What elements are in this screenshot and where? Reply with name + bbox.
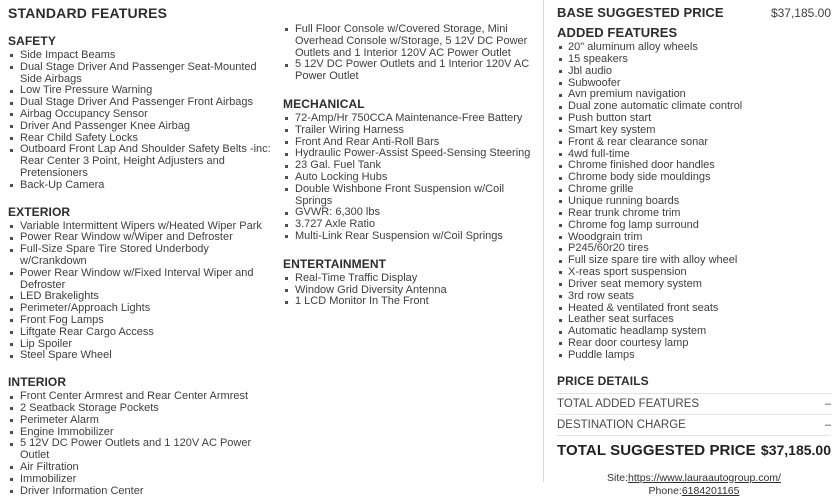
feature-item: Full Floor Console w/Covered Storage, Mini Overhead Console w/Storage, 5 12V DC Power Outlets and 1 Interior 120V AC Power Outlet — [283, 24, 541, 59]
feature-item: Power Rear Window w/Fixed Interval Wiper and Defroster — [8, 268, 274, 292]
section-heading-exterior: EXTERIOR — [8, 204, 71, 219]
added-features-heading: ADDED FEATURES — [557, 25, 678, 40]
section-heading-entertainment: ENTERTAINMENT — [283, 256, 387, 271]
added-feature-item: Full size spare tire with alloy wheel — [557, 255, 831, 267]
dealer-contact-footer — [557, 472, 831, 498]
section-entertainment — [283, 257, 541, 308]
added-feature-item: X-reas sport suspension — [557, 267, 831, 279]
added-feature-item: P245/60r20 tires — [557, 243, 831, 255]
added-feature-item: Driver seat memory system — [557, 279, 831, 291]
section-heading-mechanical: MECHANICAL — [283, 96, 365, 111]
added-feature-item: Chrome fog lamp surround — [557, 220, 831, 232]
feature-item: LED Brakelights — [8, 291, 274, 303]
added-feature-item: Automatic headlamp system — [557, 326, 831, 338]
price-details-heading: PRICE DETAILS — [557, 371, 831, 394]
feature-item: Air Filtration — [8, 462, 274, 474]
feature-item: Lip Spoiler — [8, 339, 274, 351]
feature-item: Perimeter/Approach Lights — [8, 303, 274, 315]
destination-charge-label: DESTINATION CHARGE — [557, 418, 686, 431]
total-suggested-price-label: TOTAL SUGGESTED PRICE — [557, 441, 756, 459]
feature-item: Steel Spare Wheel — [8, 350, 274, 362]
phone-link[interactable]: 6184201165 — [681, 484, 740, 497]
added-feature-item: Dual zone automatic climate control — [557, 101, 831, 113]
added-feature-item: 4wd full-time — [557, 149, 831, 161]
feature-item: Front Fog Lamps — [8, 315, 274, 327]
site-label: Site: — [607, 471, 629, 484]
total-added-features-label: TOTAL ADDED FEATURES — [557, 397, 700, 410]
added-feature-item: Woodgrain trim — [557, 232, 831, 244]
feature-item: Engine Immobilizer — [8, 427, 274, 439]
feature-item: Power Rear Window w/Wiper and Defroster — [8, 232, 274, 244]
feature-item: Airbag Occupancy Sensor — [8, 109, 274, 121]
interior-feature-list-continued — [283, 24, 541, 83]
phone-label: Phone: — [648, 484, 682, 497]
total-suggested-price-row — [557, 436, 831, 463]
feature-item: Driver And Passenger Knee Airbag — [8, 121, 274, 133]
added-feature-item: Rear trunk chrome trim — [557, 208, 831, 220]
feature-item: Dual Stage Driver And Passenger Seat-Mounted Side Airbags — [8, 62, 274, 86]
feature-item: Rear Child Safety Locks — [8, 133, 274, 145]
total-added-features-row — [557, 394, 831, 415]
feature-item: Auto Locking Hubs — [283, 172, 541, 184]
feature-item: 1 LCD Monitor In The Front — [283, 296, 541, 308]
feature-item: 5 12V DC Power Outlets and 1 Interior 120V AC Power Outlet — [283, 59, 541, 83]
feature-item: Back-Up Camera — [8, 180, 274, 192]
phone-line — [557, 485, 831, 498]
feature-item: Window Grid Diversity Antenna — [283, 285, 541, 297]
added-feature-item: Jbl audio — [557, 66, 831, 78]
standard-features-title: STANDARD FEATURES — [8, 5, 168, 21]
added-feature-item: Avn premium navigation — [557, 89, 831, 101]
feature-item: 3.727 Axle Ratio — [283, 219, 541, 231]
feature-item: Perimeter Alarm — [8, 415, 274, 427]
feature-item: Driver Information Center — [8, 486, 274, 498]
added-feature-item: Front & rear clearance sonar — [557, 137, 831, 149]
section-heading-safety: SAFETY — [8, 34, 56, 48]
feature-item: Liftgate Rear Cargo Access — [8, 327, 274, 339]
standard-features-column-2 — [283, 24, 541, 308]
added-feature-item: 20" aluminum alloy wheels — [557, 42, 831, 54]
total-added-features-value: – — [824, 397, 831, 410]
added-feature-item: Push button start — [557, 113, 831, 125]
feature-item: Variable Intermittent Wipers w/Heated Wiper Park — [8, 221, 274, 233]
feature-item: 23 Gal. Fuel Tank — [283, 160, 541, 172]
feature-item: GVWR: 6,300 lbs — [283, 207, 541, 219]
pricing-panel — [543, 0, 837, 497]
feature-item: Full-Size Spare Tire Stored Underbody w/Crankdown — [8, 244, 274, 268]
added-features-list — [557, 42, 831, 362]
total-suggested-price-value: $37,185.00 — [760, 441, 831, 458]
section-interior — [8, 375, 274, 497]
base-price-label: BASE SUGGESTED PRICE — [557, 5, 724, 20]
feature-item: 72-Amp/Hr 750CCA Maintenance-Free Battery — [283, 113, 541, 125]
site-line — [557, 472, 831, 485]
site-link[interactable]: https://www.lauraautogroup.com/ — [628, 471, 781, 484]
added-feature-item: Rear door courtesy lamp — [557, 338, 831, 350]
standard-features-column — [8, 5, 274, 497]
added-feature-item: Chrome body side mouldings — [557, 172, 831, 184]
feature-item: Front And Rear Anti-Roll Bars — [283, 137, 541, 149]
section-heading-interior: INTERIOR — [8, 375, 67, 390]
added-feature-item: Chrome grille — [557, 184, 831, 196]
feature-item: Immobilizer — [8, 474, 274, 486]
section-mechanical — [283, 97, 541, 243]
section-safety — [8, 34, 274, 192]
feature-item: Multi-Link Rear Suspension w/Coil Springs — [283, 231, 541, 243]
added-feature-item: Subwoofer — [557, 78, 831, 90]
feature-item: Trailer Wiring Harness — [283, 125, 541, 137]
feature-item: Side Impact Beams — [8, 50, 274, 62]
feature-item: Real-Time Traffic Display — [283, 273, 541, 285]
interior-feature-list — [8, 391, 274, 497]
feature-item: Double Wishbone Front Suspension w/Coil Springs — [283, 184, 541, 208]
feature-item: Dual Stage Driver And Passenger Front Airbags — [8, 97, 274, 109]
added-feature-item: Heated & ventilated front seats — [557, 303, 831, 315]
mechanical-feature-list — [283, 113, 541, 243]
feature-item: 2 Seatback Storage Pockets — [8, 403, 274, 415]
exterior-feature-list — [8, 221, 274, 363]
added-feature-item: 15 speakers — [557, 54, 831, 66]
added-feature-item: Leather seat surfaces — [557, 314, 831, 326]
feature-item: Low Tire Pressure Warning — [8, 85, 274, 97]
feature-item: Outboard Front Lap And Shoulder Safety Belts -inc: Rear Center 3 Point, Height Adjusters and Pretensioners — [8, 144, 274, 179]
base-price-value: $37,185.00 — [770, 6, 831, 20]
added-feature-item: Smart key system — [557, 125, 831, 137]
section-exterior — [8, 205, 274, 363]
added-feature-item: Chrome finished door handles — [557, 160, 831, 172]
entertainment-feature-list — [283, 273, 541, 308]
destination-charge-row — [557, 415, 831, 436]
feature-item: Hydraulic Power-Assist Speed-Sensing Steering — [283, 148, 541, 160]
base-price-row — [557, 5, 831, 20]
added-feature-item: Puddle lamps — [557, 350, 831, 362]
safety-feature-list — [8, 50, 274, 192]
added-feature-item: 3rd row seats — [557, 291, 831, 303]
feature-item: 5 12V DC Power Outlets and 1 120V AC Power Outlet — [8, 438, 274, 462]
destination-charge-value: – — [824, 418, 831, 431]
feature-item: Front Center Armrest and Rear Center Armrest — [8, 391, 274, 403]
added-feature-item: Unique running boards — [557, 196, 831, 208]
price-details — [557, 371, 831, 463]
